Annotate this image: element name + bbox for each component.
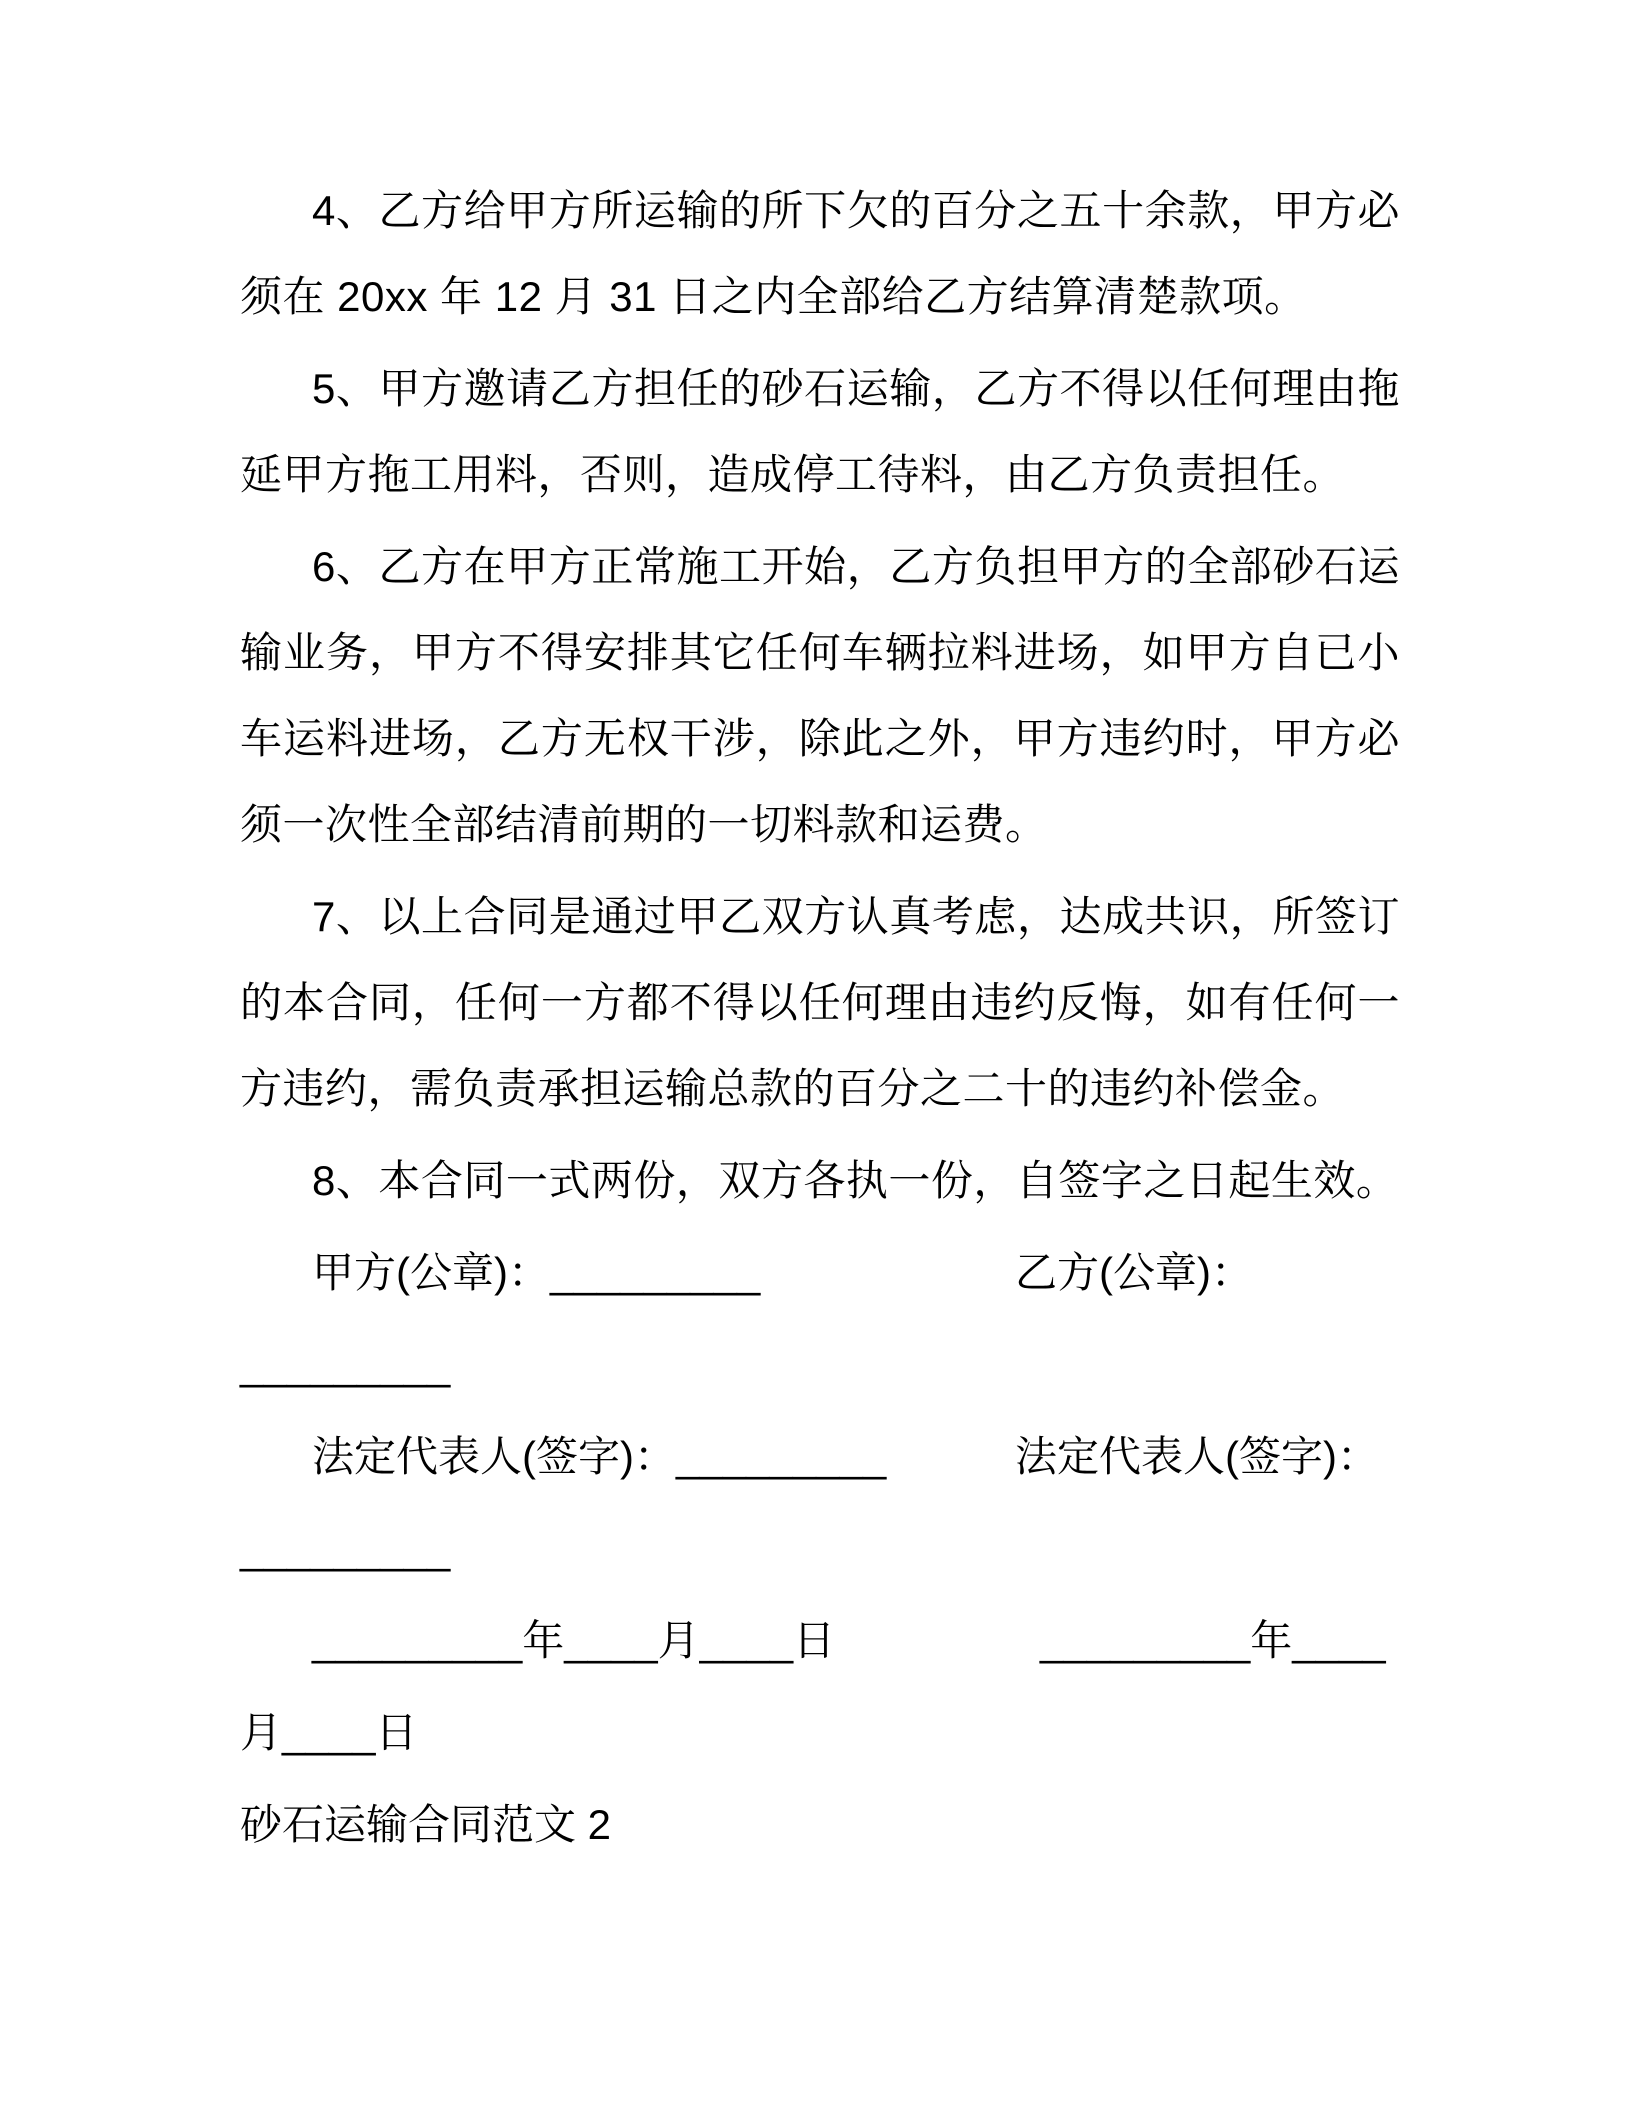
party-b-seal-blank: _________	[240, 1341, 451, 1388]
clause-8: 8、本合同一式两份，双方各执一份，自签字之日起生效。	[312, 1157, 1399, 1204]
party-b-seal-label: 乙方(公章)：	[1015, 1249, 1253, 1296]
clause-7: 7、以上合同是通过甲乙双方认真考虑，达成共识，所签订的本合同，任何一方都不得以任何理由违约反悔，如有任何一方违约，需负责承担运输总款的百分之二十的违约补偿金。	[240, 893, 1400, 1112]
next-template-heading: 砂石运输合同范文 2	[240, 1801, 612, 1848]
party-b-date-line: _________年____	[1040, 1617, 1386, 1664]
clause-5: 5、甲方邀请乙方担任的砂石运输，乙方不得以任何理由拖延甲方拖工用料，否则，造成停工待料，由乙方负责担任。	[240, 365, 1400, 498]
party-a-date-line: _________年____月____日	[312, 1617, 836, 1664]
clause-4: 4、乙方给甲方所运输的所下欠的百分之五十余款，甲方必须在 20xx 年 12 月 31 日之内全部给乙方结算清楚款项。	[240, 187, 1400, 320]
party-a-representative-label: 法定代表人(签字)：_________	[312, 1433, 887, 1480]
party-b-representative-blank-row	[240, 1506, 1400, 1592]
party-a-seal-label: 甲方(公章)：_________	[312, 1249, 761, 1296]
clause-6: 6、乙方在甲方正常施工开始，乙方负担甲方的全部砂石运输业务，甲方不得安排其它任何车辆拉料进场，如甲方自已小车运料进场，乙方无权干涉，除此之外，甲方违约时，甲方必须一次性全部结清前期的一切料款和运费。	[240, 543, 1400, 848]
party-b-date-wrap-row	[240, 1690, 1400, 1776]
party-b-representative-label: 法定代表人(签字)：	[1015, 1433, 1379, 1480]
legal-representative-row	[240, 1414, 1400, 1500]
date-row	[240, 1598, 1400, 1684]
seal-signature-row	[240, 1230, 1400, 1316]
party-b-seal-blank-row	[240, 1322, 1400, 1408]
party-b-representative-blank: _________	[240, 1525, 451, 1572]
party-b-date-wrap: 月____日	[240, 1709, 418, 1756]
